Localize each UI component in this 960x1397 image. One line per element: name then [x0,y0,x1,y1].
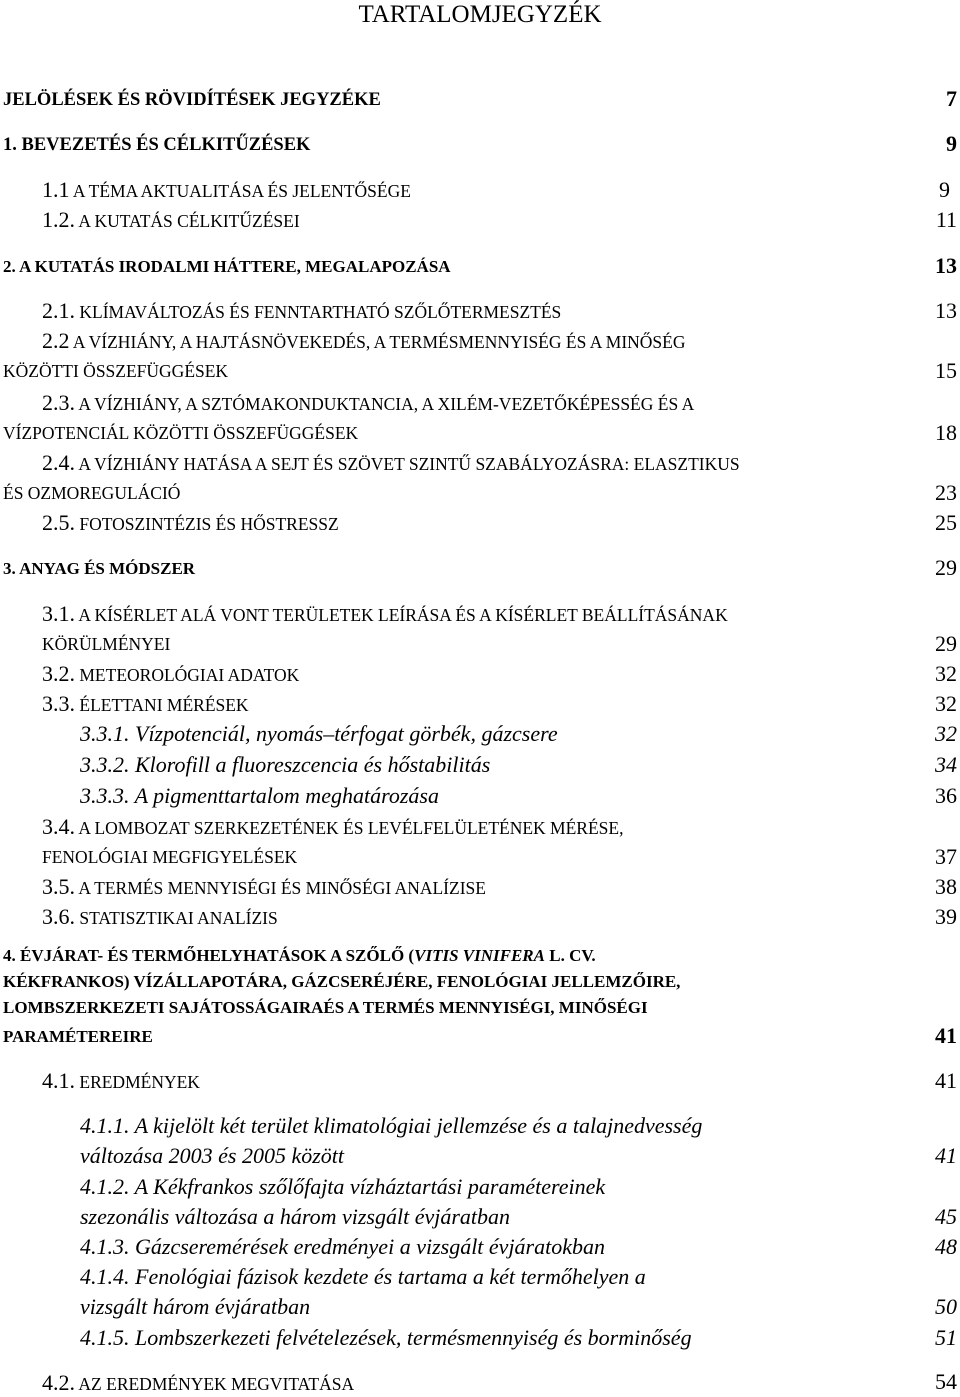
toc-page-number: 15 [935,358,957,383]
toc-entry[interactable] [42,904,278,931]
toc-entry[interactable] [3,556,195,582]
toc-entry-text: KLÍMAVÁLTOZÁS ÉS FENNTARTHATÓ SZŐLŐTERMESZTÉS [79,302,562,322]
toc-entry-text: A KUTATÁS CÉLKITŰZÉSEI [78,211,300,231]
toc-entry[interactable] [42,1068,200,1095]
toc-entry-continuation: változása 2003 és 2005 között [80,1143,344,1168]
toc-page-number: 25 [935,510,957,535]
toc-entry-text-after: L. CV. [544,946,596,965]
toc-page-number: 13 [935,298,957,323]
toc-page-number: 54 [935,1369,957,1394]
toc-entry-number: 2.2 [42,328,70,353]
toc-entry-continuation: szezonális változása a három vizsgált évjáratban [80,1204,511,1229]
toc-entry[interactable] [42,177,411,204]
toc-entry-number: 2.1. [42,298,75,323]
toc-entry-text: A VÍZHIÁNY, A HAJTÁSNÖVEKEDÉS, A TERMÉSMENNYISÉG ÉS A MINŐSÉG [72,332,686,352]
toc-entry-text: METEOROLÓGIAI ADATOK [79,665,300,685]
toc-entry[interactable] [42,1370,354,1397]
toc-page-number: 13 [935,253,957,278]
toc-entry[interactable] [3,943,596,969]
toc-entry-continuation: KÖZÖTTI ÖSSZEFÜGGÉSEK [3,361,229,381]
toc-entry[interactable]: 3.3.1. Vízpotenciál, nyomás–térfogat görbék, gázcsere [80,721,558,746]
toc-entry[interactable] [42,328,685,355]
toc-entry-number: 3.4. [42,814,75,839]
toc-page-number: 41 [935,1023,957,1048]
toc-entry[interactable] [42,450,740,477]
toc-entry-number: 3.5. [42,874,75,899]
toc-entry-number: 3.1. [42,601,75,626]
page-title: TARTALOMJEGYZÉK [358,1,602,28]
toc-page-number: 37 [935,844,957,869]
toc-entry-text: EREDMÉNYEK [79,1072,200,1092]
toc-entry-text: JELÖLÉSEK ÉS RÖVIDÍTÉSEK JEGYZÉKE [3,90,381,110]
toc-page-number: 29 [935,555,957,580]
toc-entry-number: 4. [3,946,16,965]
toc-entry-text: A TERMÉS MENNYISÉGI ÉS MINŐSÉGI ANALÍZISE [78,878,486,898]
toc-page-number: 11 [935,207,957,232]
toc-entry-continuation: PARAMÉTEREIRE [3,1027,153,1046]
toc-entry[interactable] [42,510,339,537]
toc-entry-number: 4.2. [42,1370,75,1395]
toc-entry-number: 3.6. [42,904,75,929]
toc-entry-text: STATISZTIKAI ANALÍZIS [79,908,278,928]
toc-page-number: 18 [935,420,957,445]
toc-entry-text: ÉVJÁRAT- ÉS TERMŐHELYHATÁSOK A SZŐLŐ ( [20,946,415,965]
toc-entry[interactable] [42,874,486,901]
toc-entry-text: A TÉMA AKTUALITÁSA ÉS JELENTŐSÉGE [72,181,411,201]
toc-entry-continuation: KÉKFRANKOS) VÍZÁLLAPOTÁRA, GÁZCSERÉJÉRE, FENOLÓGIAI JELLEMZŐIRE, [3,972,681,991]
toc-entry[interactable] [3,132,310,158]
toc-entry-text: A VÍZHIÁNY HATÁSA A SEJT ÉS SZÖVET SZINTŰ SZABÁLYOZÁSRA: ELASZTIKUS [78,454,740,474]
toc-page-number: 38 [935,874,957,899]
toc-page-number: 48 [935,1234,957,1259]
toc-entry-text: BEVEZETÉS ÉS CÉLKITŰZÉSEK [21,135,311,155]
toc-entry[interactable]: 4.1.3. Gázcseremérések eredményei a vizsgált évjáratokban [80,1234,605,1259]
toc-entry[interactable] [42,390,694,417]
toc-entry-continuation: ÉS OZMOREGULÁCIÓ [3,483,181,503]
toc-entry-number: 2.4. [42,450,75,475]
toc-page-number: 41 [935,1068,957,1093]
toc-entry-text: FOTOSZINTÉZIS ÉS HŐSTRESSZ [79,514,339,534]
toc-entry-number: 1.1 [42,177,70,202]
toc-page-number: 50 [935,1294,957,1319]
toc-entry-number: 3. [3,559,16,578]
toc-entry[interactable] [42,814,623,841]
toc-entry-number: 3.2. [42,661,75,686]
toc-page-number: 36 [935,783,957,808]
toc-entry-number: 1. [3,135,17,155]
toc-entry-continuation: FENOLÓGIAI MEGFIGYELÉSEK [42,847,298,867]
toc-entry-number: 2. [3,257,16,276]
toc-entry-number: 1.2. [42,207,75,232]
toc-entry-species: VITIS VINIFERA [414,946,545,965]
toc-entry-number: 4.1. [42,1068,75,1093]
toc-page-number: 34 [935,752,957,777]
toc-entry-continuation: KÖRÜLMÉNYEI [42,634,171,654]
toc-entry-text: AZ EREDMÉNYEK MEGVITATÁSA [78,1374,355,1394]
toc-page-number: 32 [935,721,957,746]
toc-entry[interactable]: 4.1.2. A Kékfrankos szőlőfajta vízháztartási paramétereinek [80,1174,606,1199]
toc-page-number: 41 [935,1143,957,1168]
toc-entry-number: 3.3. [42,691,75,716]
toc-entry-text: ANYAG ÉS MÓDSZER [19,559,196,578]
toc-entry[interactable]: 4.1.1. A kijelölt két terület klimatológiai jellemzése és a talajnedvesség [80,1113,703,1138]
toc-entry[interactable] [42,207,300,234]
toc-entry-number: 2.5. [42,510,75,535]
toc-entry[interactable]: 4.1.5. Lombszerkezeti felvételezések, termésmennyiség és borminőség [80,1325,692,1350]
toc-page-number: 23 [935,480,957,505]
toc-entry-text: A KÍSÉRLET ALÁ VONT TERÜLETEK LEÍRÁSA ÉS A KÍSÉRLET BEÁLLÍTÁSÁNAK [78,605,728,625]
toc-entry-text: A KUTATÁS IRODALMI HÁTTERE, MEGALAPOZÁSA [19,257,451,276]
toc-entry-continuation: vizsgált három évjáratban [80,1294,311,1319]
toc-page-number: 51 [935,1325,957,1350]
toc-entry[interactable] [3,254,451,280]
toc-entry-text: A LOMBOZAT SZERKEZETÉNEK ÉS LEVÉLFELÜLETÉNEK MÉRÉSE, [78,818,624,838]
toc-page-number: 39 [935,904,957,929]
toc-entry[interactable] [42,691,249,718]
toc-page-number: 32 [935,661,957,686]
toc-entry[interactable] [3,87,381,113]
toc-entry[interactable]: 4.1.4. Fenológiai fázisok kezdete és tartama a két termőhelyen a [80,1264,646,1289]
toc-page-number: 32 [935,691,957,716]
toc-entry[interactable] [42,601,728,628]
toc-entry[interactable]: 3.3.3. A pigmenttartalom meghatározása [80,783,439,808]
toc-entry-continuation: VÍZPOTENCIÁL KÖZÖTTI ÖSSZEFÜGGÉSEK [3,423,359,443]
toc-page-number: 9 [939,177,950,202]
toc-entry-continuation: LOMBSZERKEZETI SAJÁTOSSÁGAIRAÉS A TERMÉS MENNYISÉGI, MINŐSÉGI [3,998,648,1017]
toc-page-number: 7 [946,86,957,111]
toc-entry[interactable] [42,298,561,325]
toc-entry-text: ÉLETTANI MÉRÉSEK [79,695,249,715]
toc-entry-number: 2.3. [42,390,75,415]
toc-entry[interactable]: 3.3.2. Klorofill a fluoreszcencia és hőstabilitás [80,752,491,777]
toc-entry-text: A VÍZHIÁNY, A SZTÓMAKONDUKTANCIA, A XILÉM-VEZETŐKÉPESSÉG ÉS A [78,394,695,414]
toc-page-number: 9 [946,131,957,156]
toc-page-number: 45 [935,1204,957,1229]
toc-page-number: 29 [935,631,957,656]
toc-entry[interactable] [42,661,299,688]
